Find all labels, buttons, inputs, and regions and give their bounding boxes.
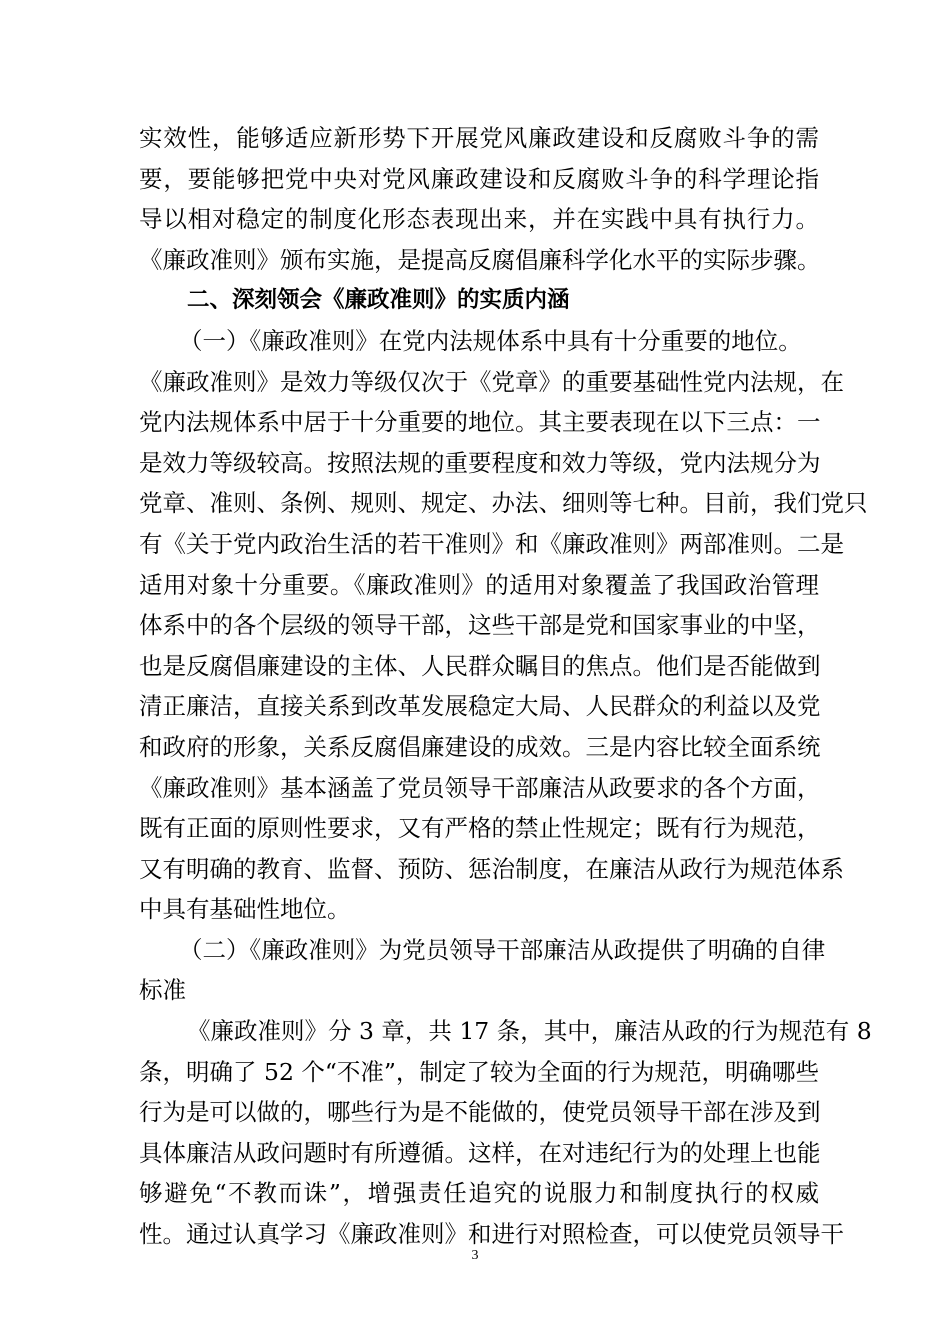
paragraph-line: 党章、准则、条例、规则、规定、办法、细则等七种。目前，我们党只 <box>139 489 868 518</box>
paragraph-line: 是效力等级较高。按照法规的重要程度和效力等级，党内法规分为 <box>139 448 821 477</box>
subsection-heading: （二）《廉政准则》为党员领导干部廉洁从政提供了明确的自律 <box>179 935 826 964</box>
paragraph-line: 既有正面的原则性要求，又有严格的禁止性规定；既有行为规范， <box>139 814 821 843</box>
subsection-heading: （一）《廉政准则》在党内法规体系中具有十分重要的地位。 <box>179 326 802 355</box>
paragraph-line: 《廉政准则》颁布实施，是提高反腐倡廉科学化水平的实际步骤。 <box>139 245 821 274</box>
paragraph-line: 也是反腐倡廉建设的主体、人民群众瞩目的焦点。他们是否能做到 <box>139 651 821 680</box>
paragraph-line: 《廉政准则》分 3 章，共 17 条，其中，廉洁从政的行为规范有 8 <box>187 1017 872 1046</box>
paragraph-line: 又有明确的教育、监督、预防、惩治制度，在廉洁从政行为规范体系 <box>139 854 844 883</box>
paragraph-line: 性。通过认真学习《廉政准则》和进行对照检查，可以使党员领导干 <box>139 1220 844 1249</box>
paragraph-line: 够避免“不教而诛”，增强责任追究的说服力和制度执行的权威 <box>139 1179 819 1208</box>
paragraph-line: 实效性，能够适应新形势下开展党风廉政建设和反腐败斗争的需 <box>139 124 819 152</box>
paragraph-line: 导以相对稳定的制度化形态表现出来，并在实践中具有执行力。 <box>139 205 819 234</box>
paragraph-line: 和政府的形象，关系反腐倡廉建设的成效。三是内容比较全面系统 <box>139 732 821 761</box>
paragraph-line: 党内法规体系中居于十分重要的地位。其主要表现在以下三点：一 <box>139 408 821 437</box>
paragraph-line: 清正廉洁，直接关系到改革发展稳定大局、人民群众的利益以及党 <box>139 692 821 721</box>
paragraph-line: 行为是可以做的，哪些行为是不能做的，使党员领导干部在涉及到 <box>139 1098 821 1127</box>
paragraph-line: 具体廉洁从政问题时有所遵循。这样，在对违纪行为的处理上也能 <box>139 1138 821 1167</box>
page-number: 3 <box>471 1248 479 1263</box>
paragraph-line: 有《关于党内政治生活的若干准则》和《廉政准则》两部准则。二是 <box>139 529 844 558</box>
paragraph-line: 条，明确了 52 个“不准”，制定了较为全面的行为规范，明确哪些 <box>139 1057 819 1086</box>
paragraph-line: 适用对象十分重要。《廉政准则》的适用对象覆盖了我国政治管理 <box>139 570 819 599</box>
paragraph-line: 体系中的各个层级的领导干部，这些干部是党和国家事业的中坚， <box>139 611 821 640</box>
section-heading: 二、深刻领会《廉政准则》的实质内涵 <box>187 287 570 314</box>
subsection-heading-continuation: 标准 <box>139 976 186 1005</box>
paragraph-line: 要，要能够把党中央对党风廉政建设和反腐败斗争的科学理论指 <box>139 164 819 193</box>
paragraph-line: 《廉政准则》基本涵盖了党员领导干部廉洁从政要求的各个方面， <box>139 773 821 802</box>
paragraph-line: 中具有基础性地位。 <box>139 895 351 924</box>
document-body <box>139 118 872 1255</box>
paragraph-line: 《廉政准则》是效力等级仅次于《党章》的重要基础性党内法规，在 <box>139 367 844 396</box>
